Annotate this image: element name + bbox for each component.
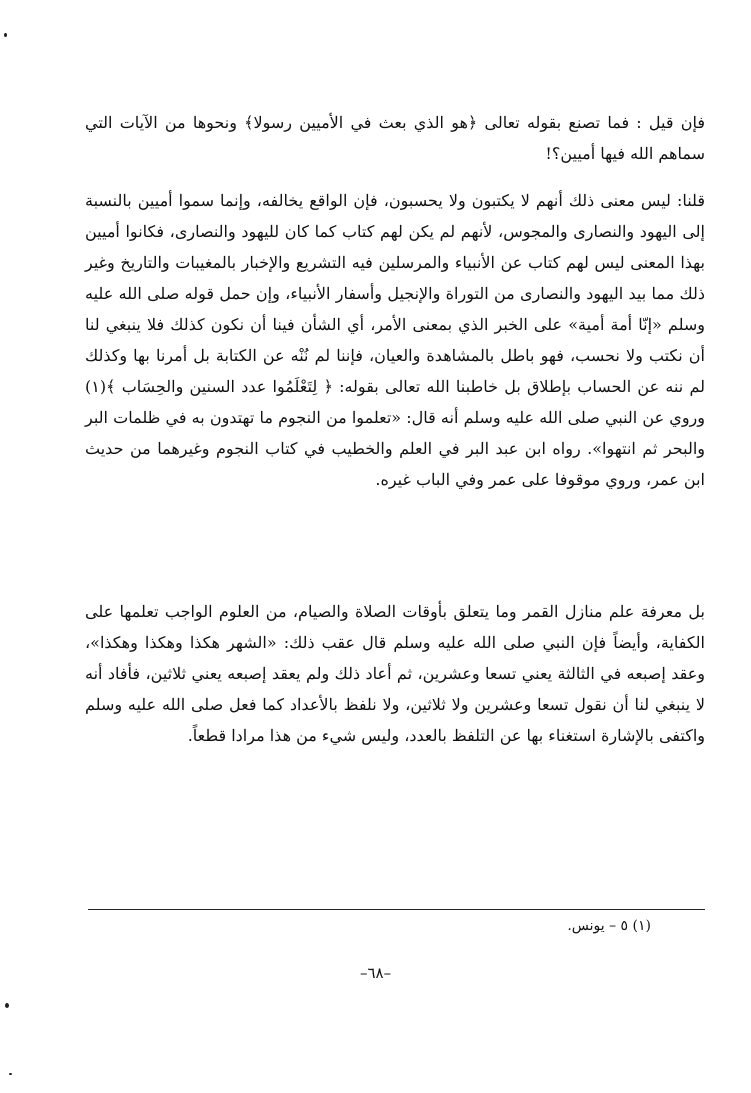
scan-speck: [5, 1003, 9, 1008]
paragraph-answer: قلنا: ليس معنى ذلك أنهم لا يكتبون ولا يحسبون، فإن الواقع يخالفه، وإنما سموا أميين بالنسبة إلى اليهود والنصارى والمجوس، لأنهم لم يكن لهم كتاب كما كان لليهود والنصارى، فكانوا أميين بهذا المعنى ليس لهم كتاب عن الأنبياء والمرسلين فيه التشريع والإخبار بالمغيبات والتاريخ وغير ذلك مما بيد اليهود والنصارى من التوراة والإنجيل وأسفار الأنبياء، وإن حمل قوله صلى الله عليه وسلم «إنّا أمة أمية» على الخبر الذي بمعنى الأمر، أي الشأن فينا أن نكون كذلك فلا ينبغي لنا أن نكتب ولا نحسب، فهو باطل بالمشاهدة والعيان، فإننا لم نُنْه عن الكتابة بل أمرنا بها وكذلك لم ننه عن الحساب بإطلاق بل خاطبنا الله تعالى بقوله: ﴿ لِتَعْلَمُوا عدد السنين والحِسَاب ﴾(١) وروي عن النبي صلى الله عليه وسلم أنه قال: «تعلموا من النجوم ما تهتدون به في ظلمات البر والبحر ثم انتهوا». رواه ابن عبد البر في العلم والخطيب في كتاب النجوم وغيرهما من حديث ابن عمر، وروي موقوفا على عمر وفي الباب غيره.: [85, 191, 706, 489]
footnote-divider: [88, 909, 705, 910]
paragraph-question: فإن قيل : فما تصنع بقوله تعالى ﴿هو الذي بعث في الأميين رسولا﴾ ونحوها من الآيات التي سماهم الله فيها أميين؟!: [85, 113, 705, 163]
page-number: –٦٨–: [359, 964, 392, 982]
scan-speck: [4, 33, 7, 37]
paragraph-continuation: بل معرفة علم منازل القمر وما يتعلق بأوقات الصلاة والصيام، من العلوم الواجب تعلمها على الكفاية، وأيضاً فإن النبي صلى الله عليه وسلم قال عقب ذلك: «الشهر هكذا وهكذا وهكذا»، وعقد إصبعه في الثالثة يعني تسعا وعشرين، ثم أعاد ذلك ولم يعقد إصبعه يعني ثلاثين، فأفاد أنه لا ينبغي لنا أن نقول تسعا وعشرين ولا ثلاثين، ولا نلفظ بالأعداد كما فعل صلى الله عليه وسلم واكتفى بالإشارة استغناء بها عن التلفظ بالعدد، وليس شيء من هذا مرادا قطعاً.: [85, 602, 705, 745]
footnote: (١) ٥ – يونس.: [567, 918, 651, 934]
scan-speck: [9, 1073, 12, 1075]
